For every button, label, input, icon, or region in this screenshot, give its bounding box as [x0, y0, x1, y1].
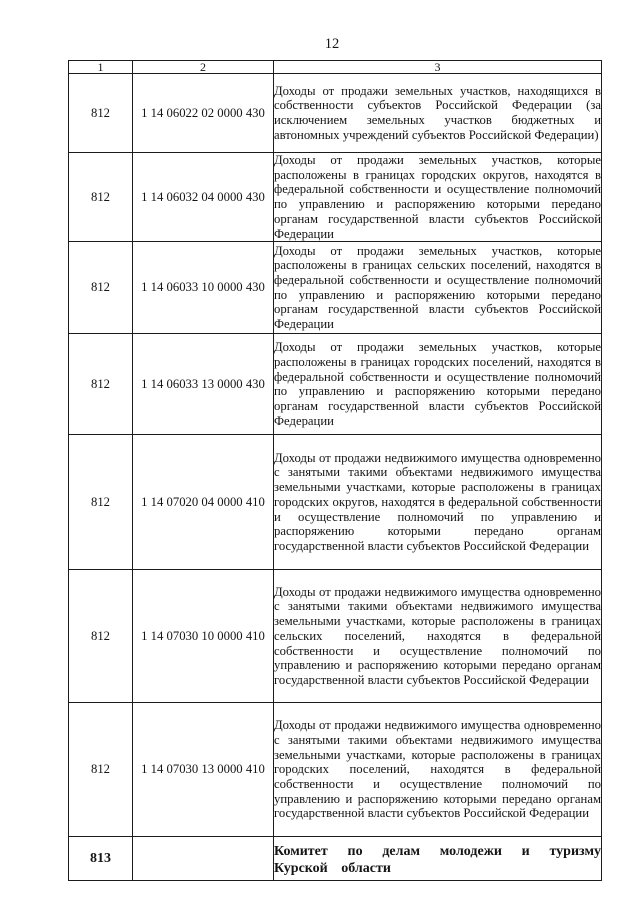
administrator-code-cell: 812 [69, 703, 133, 837]
administrator-code-cell: 813 [69, 837, 133, 881]
administrator-code-cell: 812 [69, 74, 133, 153]
header-cell-column-1: 1 [69, 61, 133, 74]
empty-cell [133, 837, 274, 881]
header-cell-column-2: 2 [133, 61, 274, 74]
revenue-classification-code-cell: 1 14 07030 10 0000 410 [133, 570, 274, 703]
table-row [69, 334, 602, 435]
table-row [69, 153, 602, 242]
table-row [69, 570, 602, 703]
table-header-row [69, 61, 602, 74]
revenue-name-cell: Доходы от продажи земельных участков, которые расположены в границах городских округов, находятся в федеральной собственности и осуществление полномочий по управлению и распоряжению которыми передано органам государственной власти субъектов Российской Федерации [274, 153, 601, 241]
revenue-name-cell: Доходы от продажи земельных участков, которые расположены в границах сельских поселений, находятся в федеральной собственности и осуществление полномочий по управлению и распоряжению которыми передано органам государственной власти субъектов Российской Федерации [274, 242, 602, 334]
administrator-code-cell: 812 [69, 242, 133, 334]
administrator-heading-row [69, 837, 602, 881]
revenue-name-cell: Доходы от продажи недвижимого имущества одновременно с занятыми такими объектами недвижимого имущества земельными участками, которые расположены в границах городских округов, находятся в федеральной собственности и осуществление полномочий по управлению и распоряжению которыми передано органам государственной власти субъектов Российской Федерации [274, 435, 602, 570]
revenue-classification-code-cell: 1 14 06032 04 0000 430 [133, 153, 274, 242]
revenue-name-cell: Доходы от продажи земельных участков, находящихся в собственности субъектов Российской Федерации (за исключением земельных участков бюджетных и автономных учреждений субъектов Российской Федерации) [274, 74, 602, 153]
revenue-classification-code-cell: 1 14 06033 13 0000 430 [133, 334, 274, 435]
revenue-classification-code-cell: 1 14 06022 02 0000 430 [133, 74, 274, 153]
administrator-code-cell: 812 [69, 334, 133, 435]
table-row [69, 242, 602, 334]
revenue-classification-code-cell: 1 14 06033 10 0000 430 [133, 242, 274, 334]
table-row [69, 74, 602, 153]
revenue-name-cell: Доходы от продажи недвижимого имущества одновременно с занятыми такими объектами недвижимого имущества земельными участками, которые расположены в границах городских поселений, находятся в федеральной собственности и осуществление полномочий по управлению и распоряжению которыми передано органам государственной власти субъектов Российской Федерации [274, 703, 602, 837]
revenue-classification-code-cell: 1 14 07020 04 0000 410 [133, 435, 274, 570]
administrator-code-cell: 812 [69, 570, 133, 703]
revenue-name-cell: Доходы от продажи земельных участков, которые расположены в границах городских поселений, находятся в федеральной собственности и осуществление полномочий по управлению и распоряжению которыми передано органам государственной власти субъектов Российской Федерации [274, 334, 602, 435]
revenue-classification-code-cell: 1 14 07030 13 0000 410 [133, 703, 274, 837]
header-cell-column-3: 3 [274, 61, 602, 74]
administrator-code-cell: 812 [69, 435, 133, 570]
page-number: 12 [324, 36, 340, 52]
revenue-name-cell: Доходы от продажи недвижимого имущества одновременно с занятыми такими объектами недвижимого имущества земельными участками, которые расположены в границах сельских поселений, находятся в федеральной собственности и осуществление полномочий по управлению и распоряжению которыми передано органам государственной власти субъектов Российской Федерации [274, 570, 602, 703]
table-row [69, 435, 602, 570]
table-row [69, 703, 602, 837]
administrator-name-cell: Комитет по делам молодежи и туризму Курской области [274, 837, 602, 881]
revenue-table [68, 60, 602, 881]
administrator-code-cell: 812 [69, 153, 133, 242]
